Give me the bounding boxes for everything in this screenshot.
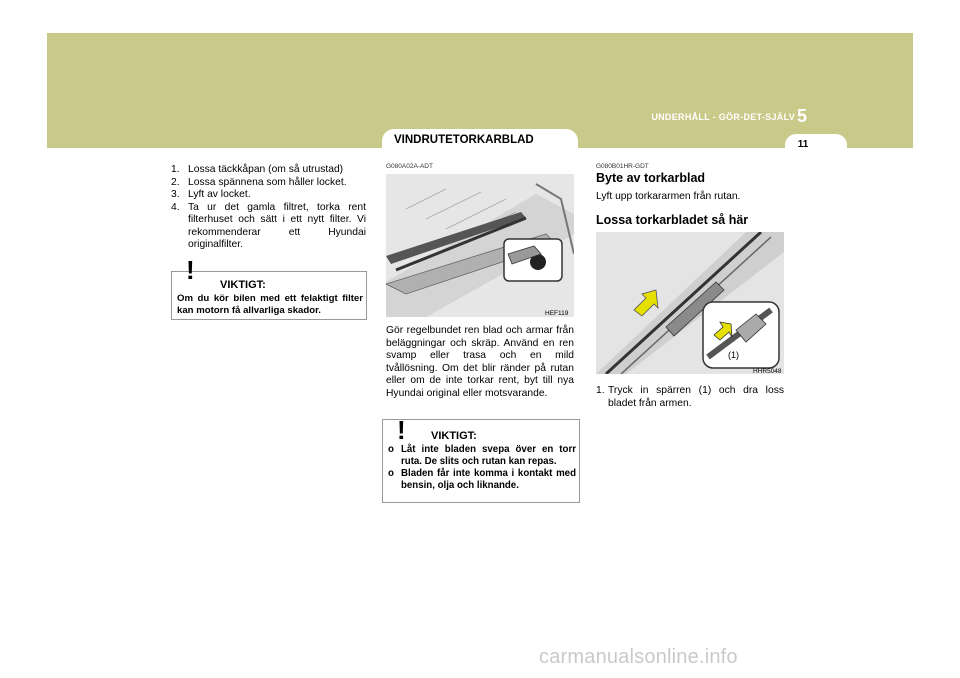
warning-list — [388, 444, 576, 492]
page-number: 11 — [797, 139, 809, 150]
chapter-number: 5 — [797, 106, 808, 126]
column-1 — [171, 164, 366, 252]
list-item: 1. Lossa täckkåpan (om så utrustad) — [171, 164, 344, 175]
cleaning-paragraph: Gör regelbundet ren blad och armar från beläggningar och skräp. Använd en ren svamp eller trasa och en mild tvållösning. Om det blir ränder på rutan eller om de inte torkar rent, byt till nya Hyundai original eller motsvarande. — [386, 325, 574, 399]
section-heading: Byte av torkarblad — [596, 171, 706, 185]
warning-title: VIKTIGT: — [431, 430, 477, 442]
section-code: G080B01HR-GDT — [596, 163, 649, 170]
list-item: 2. Lossa spännena som håller locket. — [171, 176, 347, 188]
section-code: G080A02A-ADT — [386, 163, 433, 170]
warning-box-blades — [382, 415, 580, 503]
filter-steps — [171, 164, 366, 252]
figure-code: HEF119 — [545, 310, 569, 317]
warning-exclamation-icon: ! — [397, 415, 406, 445]
removal-step: 1. Tryck in spärren (1) och dra loss bladet från armen. — [596, 385, 784, 409]
figure-code: HHR5048 — [753, 368, 782, 375]
sub-heading: Lossa torkarbladet så här — [596, 213, 749, 227]
chapter-label: UNDERHÅLL - GÖR-DET-SJÄLV — [651, 112, 795, 122]
list-item: o Bladen får inte komma i kontakt med bensin, olja och liknande. — [388, 468, 576, 491]
windshield-wiper-illustration — [386, 174, 574, 317]
warning-box-filter — [171, 255, 367, 320]
warning-exclamation-icon: ! — [186, 255, 195, 285]
wiper-figure — [386, 174, 574, 317]
warning-title: VIKTIGT: — [220, 279, 266, 291]
list-item: o Låt inte bladen svepa över en torr ruta. De slits och rutan kan repas. — [388, 444, 576, 467]
list-item: 3. Lyft av locket. — [171, 189, 251, 200]
blade-removal-figure — [596, 232, 784, 374]
list-item: 4. Ta ur det gamla filtret, torka rent filterhuset och sätt i ett nytt filter. Vi rekommenderar ett Hyundai originalfilter. — [171, 201, 366, 250]
warning-body: Om du kör bilen med ett felaktigt filter kan motorn få allvarliga skador. — [177, 293, 363, 316]
section-title: VINDRUTETORKARBLAD — [394, 134, 534, 146]
figure-callout-label: (1) — [728, 350, 739, 360]
watermark: carmanualsonline.info — [539, 646, 738, 668]
intro-text: Lyft upp torkararmen från rutan. — [596, 191, 741, 202]
wiper-blade-illustration — [596, 232, 784, 374]
